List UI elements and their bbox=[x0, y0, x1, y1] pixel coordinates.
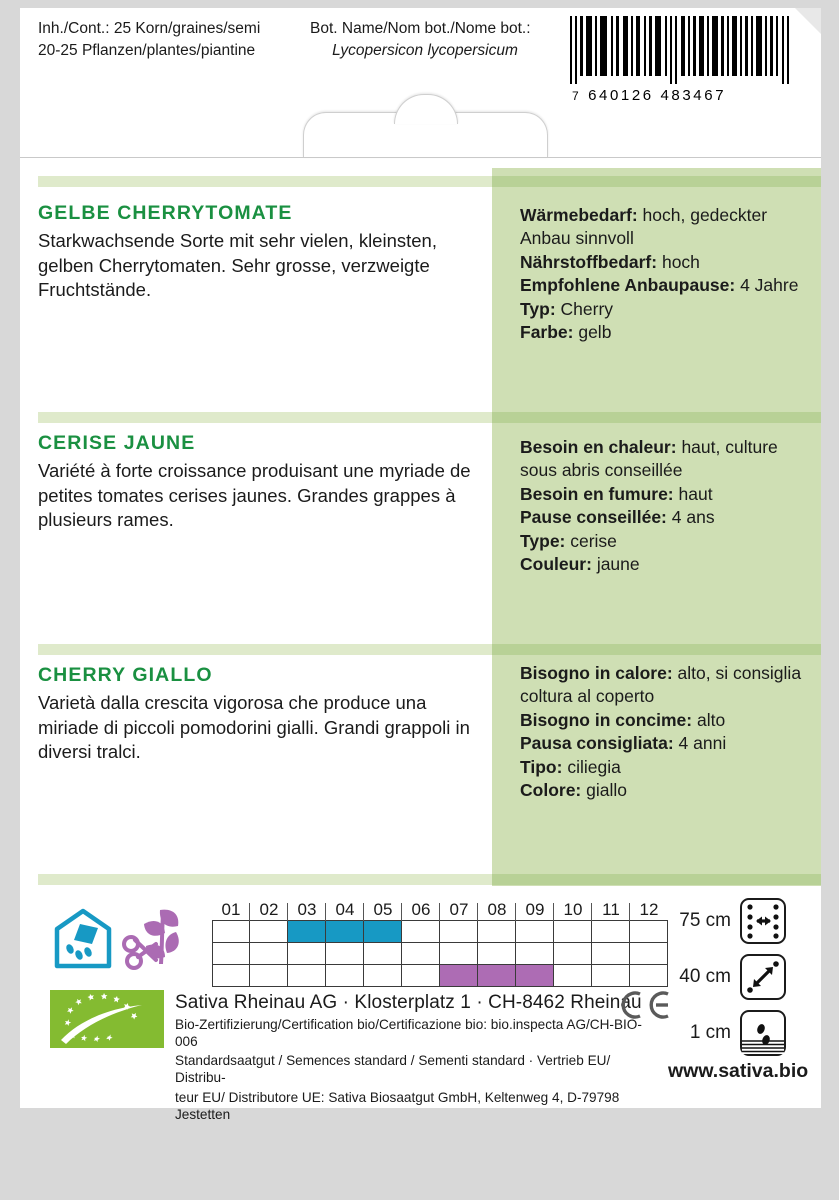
info-key: Besoin en chaleur: bbox=[520, 437, 677, 457]
calendar-month-label: 08 bbox=[478, 900, 516, 920]
barcode-icon bbox=[566, 16, 804, 84]
calendar-cell bbox=[554, 921, 592, 943]
info-value: jaune bbox=[591, 554, 640, 575]
calendar-cell bbox=[326, 943, 364, 965]
calendar-cell bbox=[250, 965, 288, 987]
info-row bbox=[520, 553, 816, 576]
info-row bbox=[520, 251, 816, 274]
content-plants: 20-25 Pflanzen/plantes/piantine bbox=[38, 42, 256, 59]
content-quantity: Inh./Cont.: 25 Korn/graines/semi bbox=[38, 20, 261, 37]
calendar-cell bbox=[402, 965, 440, 987]
calendar-month-label: 05 bbox=[364, 900, 402, 920]
calendar-cell bbox=[250, 921, 288, 943]
info-key: Colore: bbox=[520, 780, 582, 801]
info-key: Typ: bbox=[520, 298, 556, 319]
calendar-cell bbox=[554, 965, 592, 987]
calendar-cell bbox=[402, 943, 440, 965]
section-band-footer bbox=[38, 874, 821, 885]
section-band-fr bbox=[38, 412, 821, 423]
section-band-de bbox=[38, 176, 821, 187]
calendar-cell-sowing bbox=[326, 921, 364, 943]
cultivation-info-fr bbox=[520, 436, 816, 577]
calendar-cell bbox=[630, 943, 668, 965]
info-value: 4 Jahre bbox=[735, 275, 799, 296]
calendar-month-label: 02 bbox=[250, 900, 288, 920]
info-value: alto bbox=[692, 709, 726, 730]
info-key: Type: bbox=[520, 530, 566, 551]
calendar-cell bbox=[554, 943, 592, 965]
info-key: Farbe: bbox=[520, 322, 574, 343]
info-key: Bisogno in calore: bbox=[520, 663, 673, 683]
spacing-row bbox=[668, 898, 786, 944]
info-row bbox=[520, 204, 816, 251]
calendar-cell bbox=[326, 965, 364, 987]
variety-title-it: CHERRY GIALLO bbox=[38, 664, 213, 686]
header-divider bbox=[20, 157, 821, 158]
sowing-depth-icon bbox=[740, 1010, 786, 1056]
calendar-cell bbox=[402, 921, 440, 943]
info-value: haut, culture sous abris conseillée bbox=[520, 437, 778, 481]
info-row bbox=[520, 506, 816, 529]
calendar-cell bbox=[288, 965, 326, 987]
info-row bbox=[520, 779, 816, 802]
calendar-cell bbox=[478, 921, 516, 943]
calendar-cell bbox=[516, 921, 554, 943]
company-address bbox=[175, 992, 655, 1123]
calendar-cell bbox=[212, 943, 250, 965]
sowing-harvest-calendar bbox=[212, 892, 668, 987]
calendar-cell-harvest bbox=[440, 965, 478, 987]
barcode-lead-digit: 7 bbox=[572, 89, 582, 103]
info-value: 4 anni bbox=[673, 733, 727, 754]
variety-description-it: Varietà dalla crescita vigorosa che produce una miriade di piccoli pomodorini gialli. Grandi grappoli in diversi tralci. bbox=[38, 692, 470, 763]
barcode-main-digits: 640126 483467 bbox=[588, 87, 727, 104]
calendar-month-label: 09 bbox=[516, 900, 554, 920]
distributor-line: teur EU/ Distributore UE: Sativa Biosaatgut GmbH, Keltenweg 4, D-79798 Jestetten bbox=[175, 1089, 620, 1122]
calendar-cell bbox=[288, 943, 326, 965]
section-band-it bbox=[38, 644, 821, 655]
language-block-fr bbox=[38, 432, 488, 533]
calendar-cell bbox=[630, 921, 668, 943]
calendar-cell-harvest bbox=[478, 965, 516, 987]
calendar-cell bbox=[440, 921, 478, 943]
calendar-cell-harvest bbox=[516, 965, 554, 987]
sowing-greenhouse-icon bbox=[54, 908, 112, 970]
info-row bbox=[520, 662, 816, 709]
calendar-cell bbox=[440, 943, 478, 965]
packet-edge-right bbox=[821, 0, 839, 1200]
info-row bbox=[520, 321, 816, 344]
company-name-line: Sativa Rheinau AG · Klosterplatz 1 · CH-8462 Rheinau bbox=[175, 992, 642, 1013]
info-value: Cherry bbox=[555, 298, 614, 319]
info-key: Bisogno in concime: bbox=[520, 709, 693, 730]
eu-organic-logo bbox=[50, 990, 164, 1048]
info-value: haut bbox=[673, 483, 713, 504]
info-value: alto, si consiglia coltura al coperto bbox=[520, 663, 802, 707]
calendar-row bbox=[212, 921, 668, 943]
info-key: Nährstoffbedarf: bbox=[520, 251, 658, 272]
calendar-month-label: 03 bbox=[288, 900, 326, 920]
info-row bbox=[520, 436, 816, 483]
euro-hang-hole-nub bbox=[394, 94, 458, 124]
calendar-cell-sowing bbox=[288, 921, 326, 943]
plant-spacing-label: 40 cm bbox=[679, 966, 731, 987]
info-value: giallo bbox=[581, 780, 627, 801]
info-row bbox=[520, 274, 816, 297]
info-key: Tipo: bbox=[520, 756, 563, 777]
variety-title-fr: CERISE JAUNE bbox=[38, 432, 196, 454]
calendar-month-label: 04 bbox=[326, 900, 364, 920]
barcode-number bbox=[566, 85, 812, 106]
variety-title-de: GELBE CHERRYTOMATE bbox=[38, 202, 293, 224]
info-value: cerise bbox=[565, 530, 617, 551]
info-value: hoch, gedeckter Anbau sinnvoll bbox=[520, 205, 768, 249]
info-value: ciliegia bbox=[562, 756, 621, 777]
content-info bbox=[38, 18, 308, 62]
info-key: Empfohlene Anbaupause: bbox=[520, 275, 736, 296]
packet-edge-top bbox=[0, 0, 839, 8]
cultivation-info-it bbox=[520, 662, 816, 803]
sowing-depth-label: 1 cm bbox=[689, 1022, 731, 1043]
calendar-month-label: 10 bbox=[554, 900, 592, 920]
calendar-row bbox=[212, 943, 668, 965]
info-row bbox=[520, 756, 816, 779]
info-row bbox=[520, 530, 816, 553]
calendar-month-label: 11 bbox=[592, 900, 630, 920]
variety-description-fr: Variété à forte croissance produisant une myriade de petites tomates cerises jaunes. Grandes grappes à plusieurs rames. bbox=[38, 460, 471, 531]
info-value: 4 ans bbox=[666, 507, 715, 528]
info-row bbox=[520, 483, 816, 506]
botanical-name-label: Bot. Name/Nom bot./Nome bot.: bbox=[310, 20, 531, 37]
calendar-row bbox=[212, 965, 668, 987]
calendar-month-label: 07 bbox=[440, 900, 478, 920]
calendar-cell bbox=[250, 943, 288, 965]
plant-spacing-icon bbox=[740, 954, 786, 1000]
standard-seed-line: Standardsaatgut / Semences standard / Sementi standard · Vertrieb EU/ Distribu- bbox=[175, 1053, 611, 1086]
info-key: Wärmebedarf: bbox=[520, 205, 638, 225]
info-key: Pause conseillée: bbox=[520, 507, 667, 528]
calendar-month-label: 06 bbox=[402, 900, 440, 920]
calendar-cell bbox=[630, 965, 668, 987]
calendar-grid bbox=[212, 920, 668, 987]
website-url[interactable]: www.sativa.bio bbox=[668, 1060, 809, 1082]
calendar-cell bbox=[478, 943, 516, 965]
botanical-name-value: Lycopersicon lycopersicum bbox=[332, 42, 518, 59]
calendar-month-label: 12 bbox=[639, 900, 659, 919]
calendar-cell bbox=[364, 943, 402, 965]
ce-mark-icon bbox=[620, 988, 672, 1022]
calendar-cell bbox=[364, 965, 402, 987]
calendar-cell-sowing bbox=[364, 921, 402, 943]
packet-footer bbox=[20, 892, 821, 1122]
packet-sheet bbox=[20, 8, 821, 1122]
row-spacing-icon bbox=[740, 898, 786, 944]
info-value: gelb bbox=[573, 322, 612, 343]
row-spacing-label: 75 cm bbox=[679, 910, 731, 931]
info-row bbox=[520, 298, 816, 321]
calendar-cell bbox=[212, 921, 250, 943]
spacing-row bbox=[668, 954, 786, 1000]
calendar-cell bbox=[212, 965, 250, 987]
spacing-guide bbox=[668, 898, 786, 1066]
botanical-name bbox=[310, 18, 540, 62]
language-block-it bbox=[38, 664, 488, 765]
calendar-month-label: 01 bbox=[212, 900, 250, 920]
calendar-cell bbox=[592, 965, 630, 987]
calendar-cell bbox=[516, 943, 554, 965]
info-row bbox=[520, 709, 816, 732]
packet-edge-left bbox=[0, 0, 20, 1200]
certification-line: Bio-Zertifizierung/Certification bio/Certificazione bio: bio.inspecta AG/CH-BIO-006 bbox=[175, 1017, 642, 1050]
corner-fold bbox=[795, 8, 821, 34]
info-key: Couleur: bbox=[520, 554, 592, 575]
spacing-row bbox=[668, 1010, 786, 1056]
info-key: Besoin en fumure: bbox=[520, 483, 674, 504]
calendar-cell bbox=[592, 943, 630, 965]
barcode-area bbox=[566, 16, 812, 106]
language-block-de bbox=[38, 202, 488, 303]
harvest-scissors-plant-icon bbox=[120, 904, 186, 970]
info-value: hoch bbox=[657, 251, 700, 272]
info-row bbox=[520, 732, 816, 755]
info-key: Pausa consigliata: bbox=[520, 733, 674, 754]
variety-description-de: Starkwachsende Sorte mit sehr vielen, kleinsten, gelben Cherrytomaten. Sehr grosse, verzweigte Fruchtstände. bbox=[38, 230, 437, 301]
packet-header bbox=[20, 8, 821, 158]
calendar-cell bbox=[592, 921, 630, 943]
cultivation-info-de bbox=[520, 204, 816, 345]
calendar-month-headers bbox=[212, 892, 668, 920]
